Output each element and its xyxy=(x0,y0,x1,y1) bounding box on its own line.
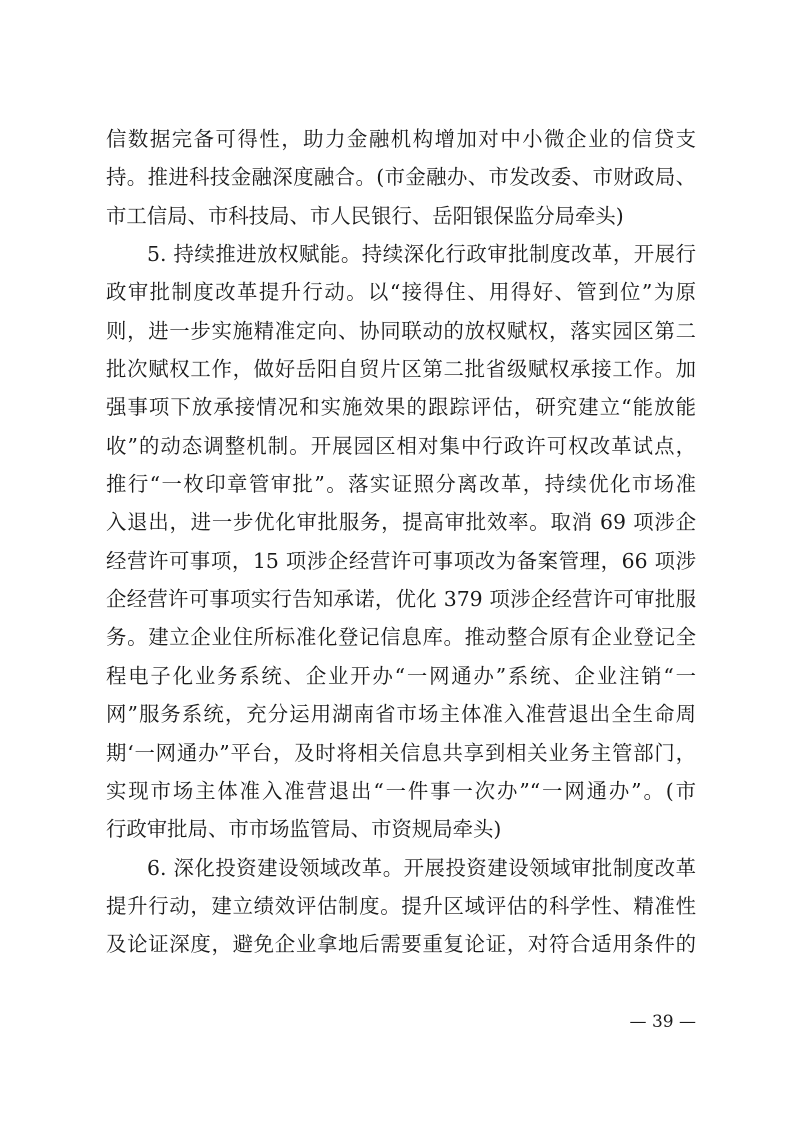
text-line: 程电子化业务系统、企业开办“一网通办”系统、企业注销“一 xyxy=(106,663,696,688)
section-heading-line: 6. 深化投资建设领域改革。开展投资建设领域审批制度改革 xyxy=(147,855,696,880)
section-heading-line: 5. 持续推进放权赋能。持续深化行政审批制度改革，开展行 xyxy=(147,242,696,267)
text-line: 强事项下放承接情况和实施效果的跟踪评估，研究建立“能放能 xyxy=(106,395,696,420)
text-line: 收”的动态调整机制。开展园区相对集中行政许可权改革试点， xyxy=(106,433,696,458)
text-line: 实现市场主体准入准营退出“一件事一次办”“一网通办”。(市 xyxy=(106,778,696,803)
text-line: 及论证深度，避免企业拿地后需要重复论证，对符合适用条件的 xyxy=(106,932,696,957)
text-line: 则，进一步实施精准定向、协同联动的放权赋权，落实园区第二 xyxy=(106,318,696,343)
text-line: 批次赋权工作，做好岳阳自贸片区第二批省级赋权承接工作。加 xyxy=(106,357,696,382)
text-line: 企经营许可事项实行告知承诺，优化 379 项涉企经营许可审批服 xyxy=(106,587,696,612)
text-line: 入退出，进一步优化审批服务，提高审批效率。取消 69 项涉企 xyxy=(106,510,696,535)
text-line: 推行“一枚印章管审批”。落实证照分离改革，持续优化市场准 xyxy=(106,472,696,497)
page-number: — 39 — xyxy=(629,1012,696,1032)
text-line: 持。推进科技金融深度融合。(市金融办、市发改委、市财政局、 xyxy=(106,165,696,190)
text-line: 信数据完备可得性，助力金融机构增加对中小微企业的信贷支 xyxy=(106,127,696,151)
text-line: 行政审批局、市市场监管局、市资规局牵头) xyxy=(106,817,502,842)
text-line: 务。建立企业住所标准化登记信息库。推动整合原有企业登记全 xyxy=(106,625,696,650)
text-line: 提升行动，建立绩效评估制度。提升区域评估的科学性、精准性 xyxy=(106,893,696,918)
text-line: 政审批制度改革提升行动。以“接得住、用得好、管到位”为原 xyxy=(106,280,696,305)
text-line: 期‘一网通办”平台，及时将相关信息共享到相关业务主管部门， xyxy=(106,740,696,765)
text-line: 经营许可事项，15 项涉企经营许可事项改为备案管理，66 项涉 xyxy=(106,548,696,573)
text-line: 网”服务系统，充分运用湖南省市场主体准入准营退出全生命周 xyxy=(106,702,696,727)
body-text xyxy=(106,120,696,964)
text-line: 市工信局、市科技局、市人民银行、岳阳银保监分局牵头) xyxy=(106,203,624,228)
